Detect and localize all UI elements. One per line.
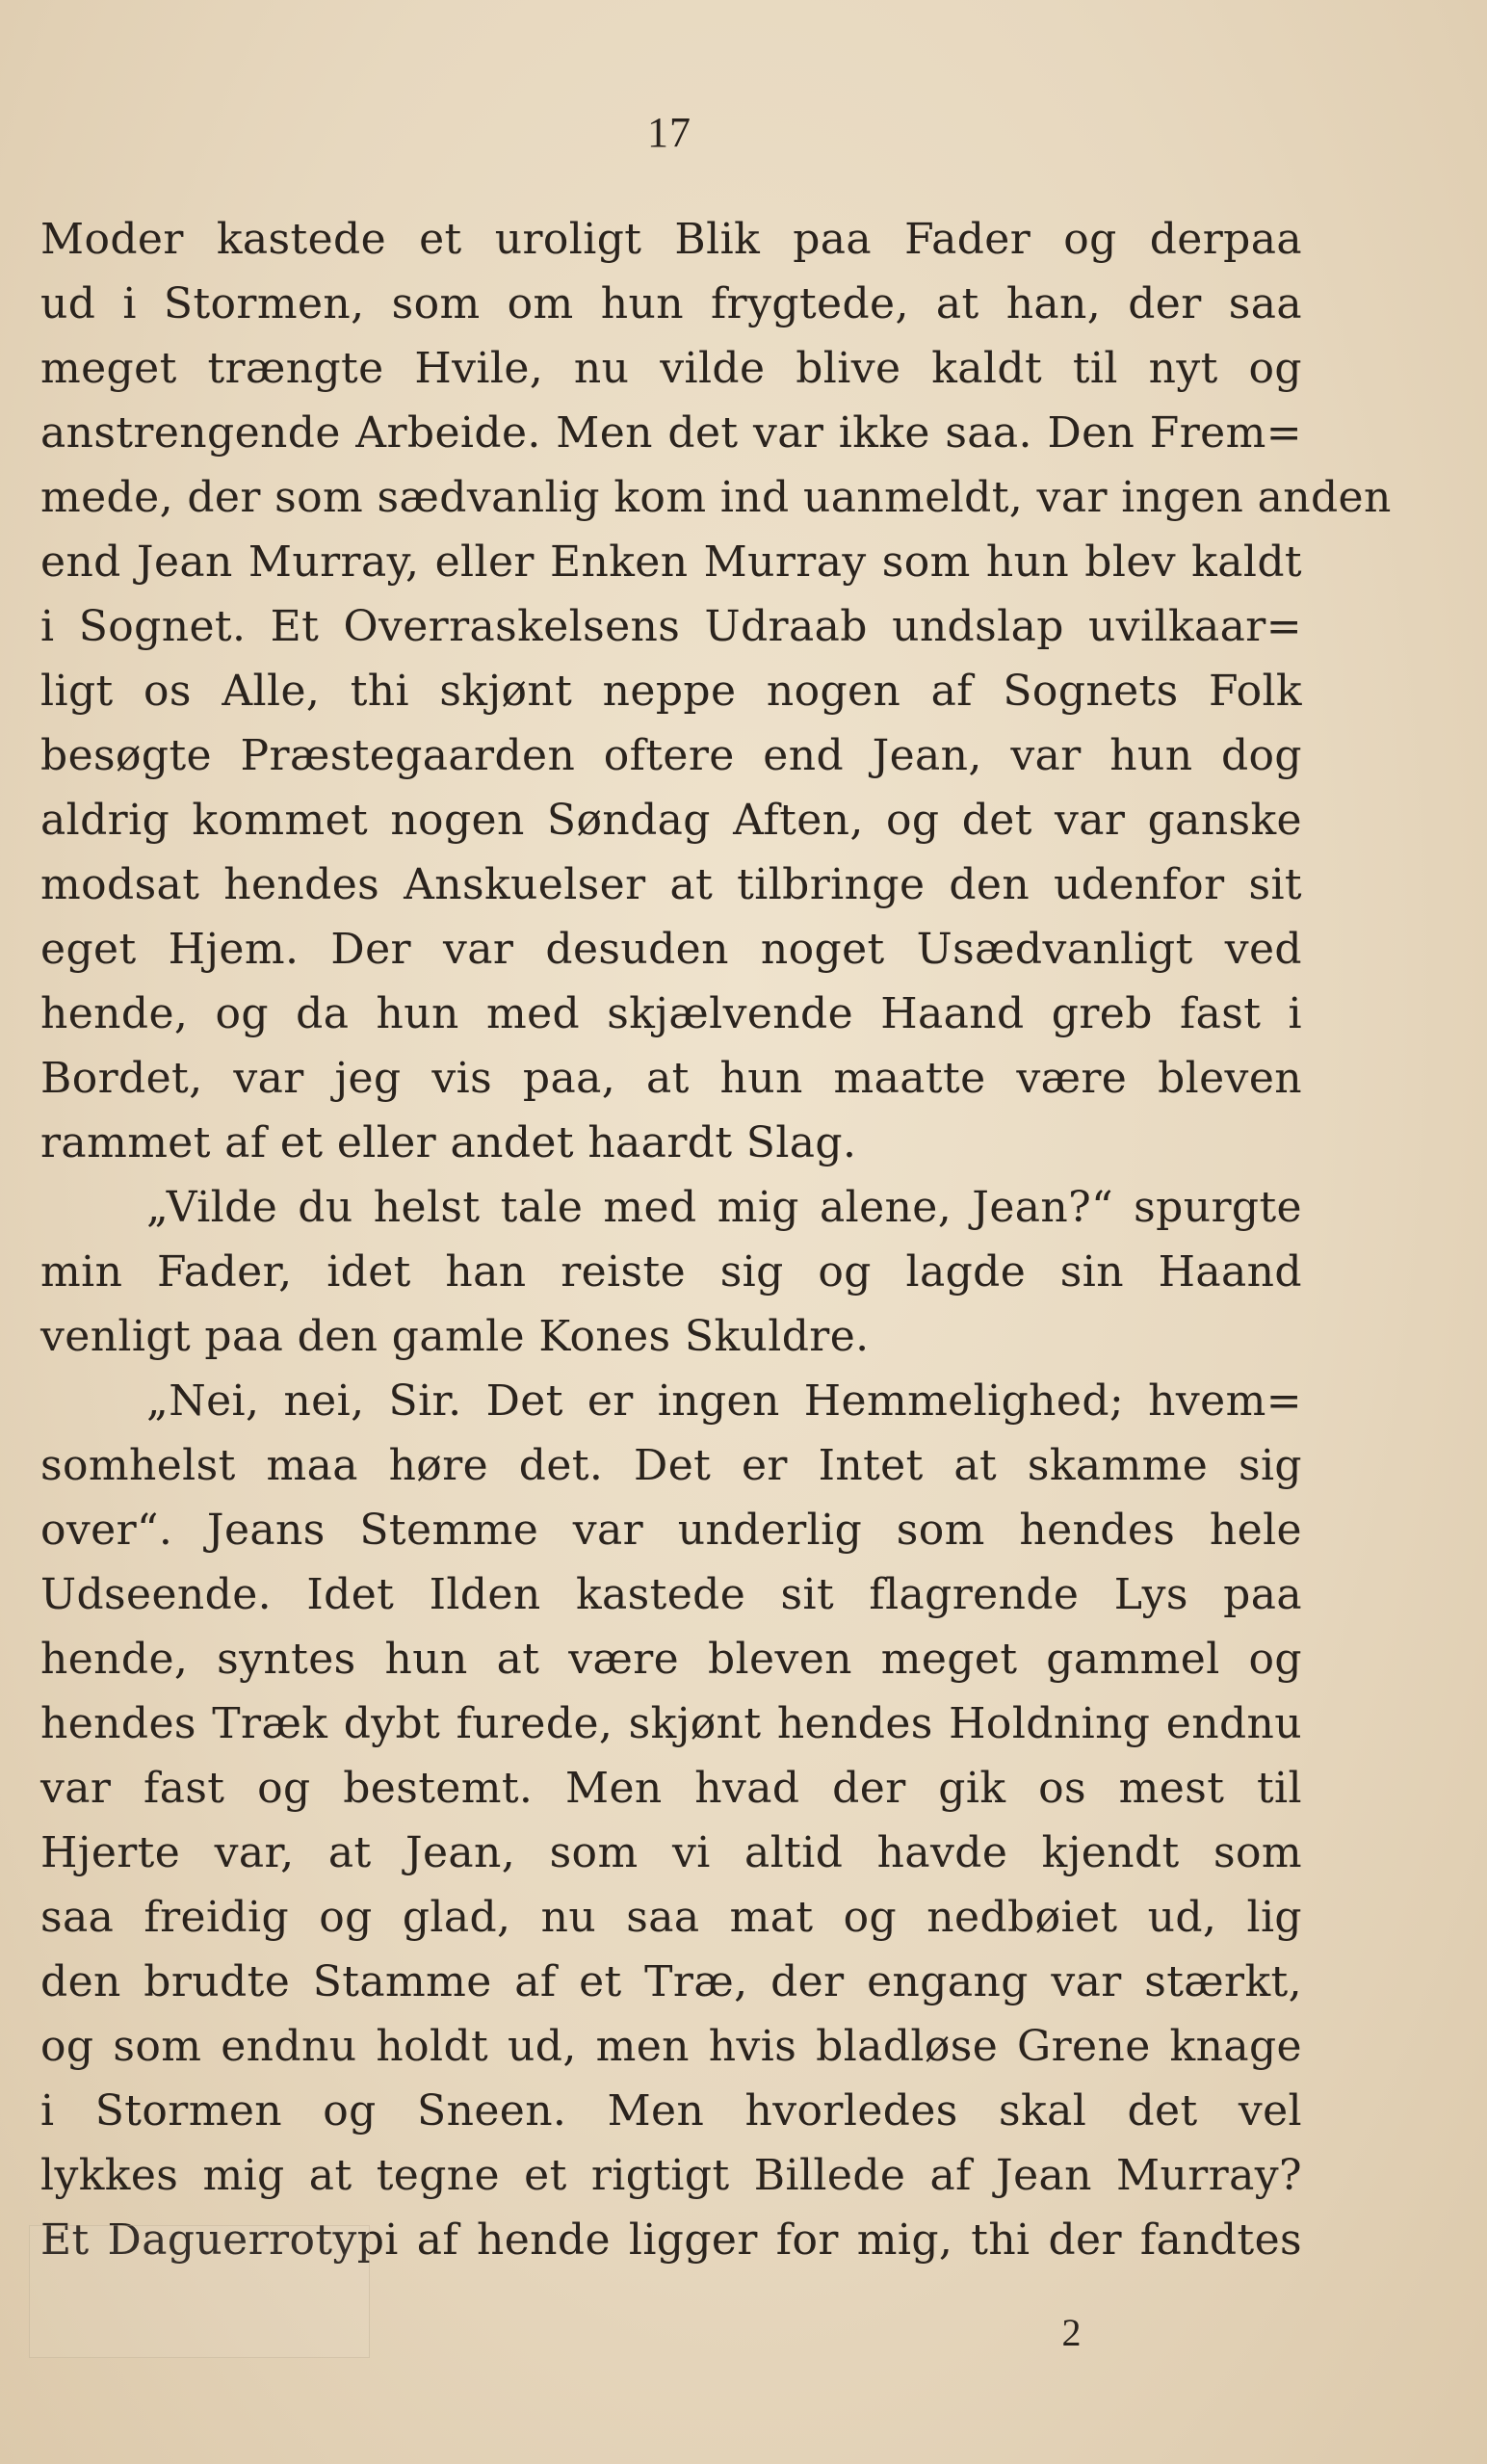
text-line: og som endnu holdt ud, men hvis bladløse Grene knage	[40, 2022, 1302, 2071]
text-line: eget Hjem. Der var desuden noget Usædvanligt ved	[40, 925, 1302, 974]
text-line: somhelst maa høre det. Det er Intet at skamme sig	[40, 1441, 1302, 1490]
text-line: „Vilde du helst tale med mig alene, Jean?“ spurgte	[146, 1183, 1302, 1232]
text-line: rammet af et eller andet haardt Slag.	[40, 1118, 857, 1167]
text-line: hendes Træk dybt furede, skjønt hendes Holdning endnu	[40, 1699, 1302, 1748]
text-line: ligt os Alle, thi skjønt neppe nogen af Sognets Folk	[40, 667, 1302, 716]
text-line: Bordet, var jeg vis paa, at hun maatte være bleven	[40, 1054, 1302, 1103]
text-line: Et Daguerrotypi af hende ligger for mig, thi der fandtes	[40, 2215, 1302, 2265]
text-line: venligt paa den gamle Kones Skuldre.	[40, 1312, 870, 1361]
text-line: besøgte Præstegaarden oftere end Jean, var hun dog	[40, 731, 1302, 780]
text-line: i Stormen og Sneen. Men hvorledes skal det vel	[40, 2086, 1302, 2136]
text-line: meget trængte Hvile, nu vilde blive kaldt til nyt og	[40, 344, 1302, 393]
signature-mark: 2	[1061, 2311, 1082, 2354]
text-line: Udseende. Idet Ilden kastede sit flagrende Lys paa	[40, 1570, 1302, 1619]
text-line: saa freidig og glad, nu saa mat og nedbøiet ud, lig	[40, 1893, 1302, 1942]
text-line: over“. Jeans Stemme var underlig som hendes hele	[40, 1506, 1302, 1555]
text-line: den brudte Stamme af et Træ, der engang var stærkt,	[40, 1957, 1302, 2006]
page-number: 17	[647, 109, 691, 156]
text-line: ud i Stormen, som om hun frygtede, at han, der saa	[40, 279, 1302, 328]
text-line: lykkes mig at tegne et rigtigt Billede af Jean Murray?	[40, 2151, 1302, 2200]
text-line: Hjerte var, at Jean, som vi altid havde kjendt som	[40, 1828, 1302, 1877]
text-line: modsat hendes Anskuelser at tilbringe den udenfor sit	[40, 860, 1302, 909]
text-line: mede, der som sædvanlig kom ind uanmeldt, var ingen anden	[40, 473, 1392, 522]
text-line: i Sognet. Et Overraskelsens Udraab undslap uvilkaar=	[40, 602, 1302, 651]
text-line: aldrig kommet nogen Søndag Aften, og det var ganske	[40, 796, 1302, 845]
text-line: „Nei, nei, Sir. Det er ingen Hemmelighed; hvem=	[146, 1376, 1302, 1426]
text-line: hende, syntes hun at være bleven meget gammel og	[40, 1635, 1302, 1684]
text-line: end Jean Murray, eller Enken Murray som hun blev kaldt	[40, 537, 1302, 587]
text-line: anstrengende Arbeide. Men det var ikke saa. Den Frem=	[40, 408, 1302, 458]
text-line: Moder kastede et uroligt Blik paa Fader og derpaa	[40, 215, 1302, 264]
text-line: hende, og da hun med skjælvende Haand greb fast i	[40, 989, 1302, 1038]
text-line: var fast og bestemt. Men hvad der gik os mest til	[40, 1764, 1302, 1813]
text-line: min Fader, idet han reiste sig og lagde sin Haand	[40, 1247, 1302, 1297]
body-text	[40, 207, 1392, 2272]
